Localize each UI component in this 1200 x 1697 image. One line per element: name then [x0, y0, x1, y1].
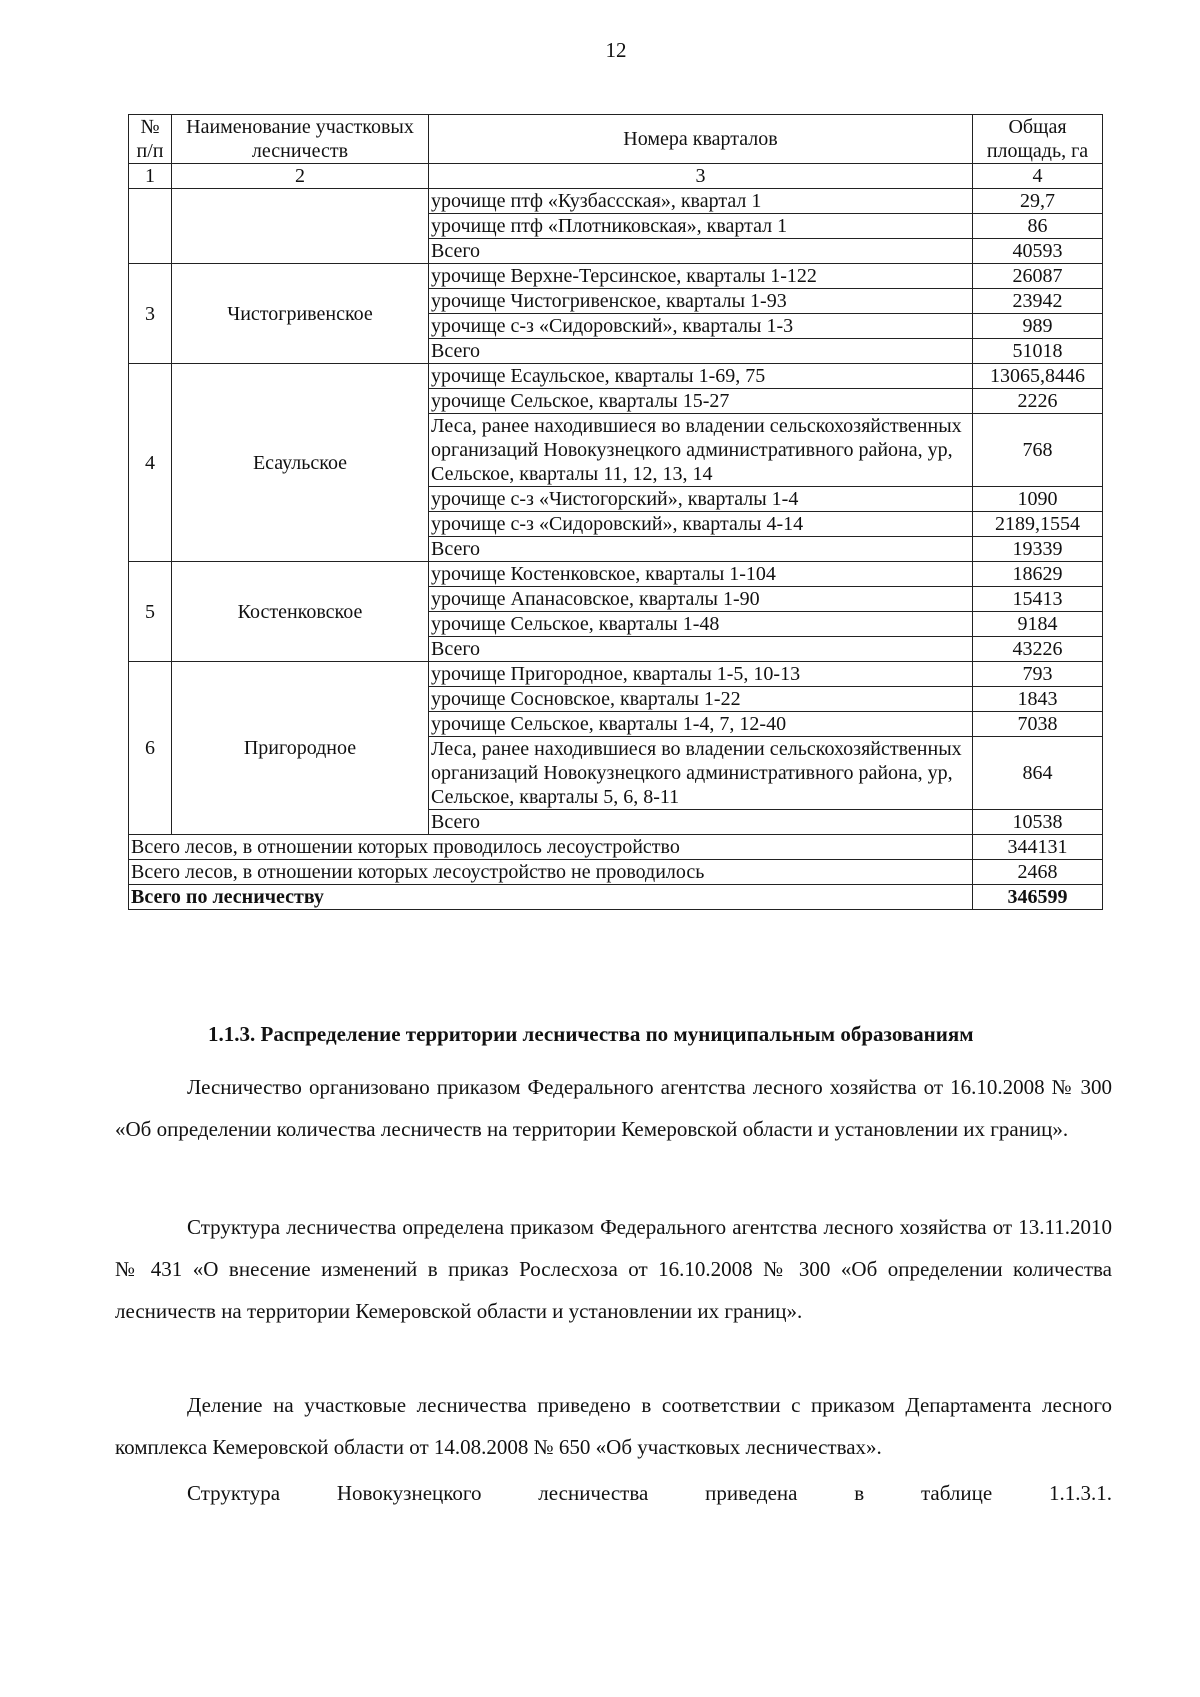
row-area: 40593 — [973, 239, 1103, 264]
total-label: Всего по лесничеству — [129, 885, 973, 910]
total-row — [129, 885, 1103, 910]
header-quarters: Номера кварталов — [429, 115, 973, 164]
section-heading: 1.1.3. Распределение территории лесничества по муниципальным образованиям — [208, 1022, 974, 1046]
row-description: урочище Пригородное, кварталы 1-5, 10-13 — [429, 662, 973, 687]
total-label: Всего лесов, в отношении которых проводилось лесоустройство — [129, 835, 973, 860]
total-value: 346599 — [973, 885, 1103, 910]
row-description: урочище Сосновское, кварталы 1-22 — [429, 687, 973, 712]
row-description: урочище Верхне-Терсинское, кварталы 1-122 — [429, 264, 973, 289]
group-name: Костенковское — [172, 562, 429, 662]
row-area: 86 — [973, 214, 1103, 239]
row-area: 768 — [973, 414, 1103, 487]
table-row — [129, 562, 1103, 587]
row-area: 51018 — [973, 339, 1103, 364]
table-body — [129, 189, 1103, 910]
header-num-line1: № — [140, 116, 160, 138]
row-area: 18629 — [973, 562, 1103, 587]
group-name: Пригородное — [172, 662, 429, 835]
total-row — [129, 835, 1103, 860]
header-name: Наименование участковых лесничеств — [172, 115, 429, 164]
row-area: 15413 — [973, 587, 1103, 612]
table-row — [129, 364, 1103, 389]
row-description: урочище Костенковское, кварталы 1-104 — [429, 562, 973, 587]
row-area: 1843 — [973, 687, 1103, 712]
row-description: Всего — [429, 537, 973, 562]
row-description: Всего — [429, 239, 973, 264]
row-description: Леса, ранее находившиеся во владении сельскохозяйственных организаций Новокузнецкого административного района, ур, Сельское, кварталы 5, 6, 8-11 — [429, 737, 973, 810]
header-num — [129, 115, 172, 164]
row-area: 793 — [973, 662, 1103, 687]
row-area: 43226 — [973, 637, 1103, 662]
row-description: урочище Чистогривенское, кварталы 1-93 — [429, 289, 973, 314]
row-description: Всего — [429, 637, 973, 662]
row-area: 989 — [973, 314, 1103, 339]
group-name: Есаульское — [172, 364, 429, 562]
row-description: Всего — [429, 339, 973, 364]
row-area: 23942 — [973, 289, 1103, 314]
row-area: 29,7 — [973, 189, 1103, 214]
row-description: Всего — [429, 810, 973, 835]
row-description: урочище с-з «Сидоровский», кварталы 4-14 — [429, 512, 973, 537]
row-description: урочище Есаульское, кварталы 1-69, 75 — [429, 364, 973, 389]
group-number: 3 — [129, 264, 172, 364]
column-number-row — [129, 164, 1103, 189]
group-number: 4 — [129, 364, 172, 562]
table-row — [129, 662, 1103, 687]
table-header — [129, 115, 1103, 189]
row-description: урочище птф «Кузбассская», квартал 1 — [429, 189, 973, 214]
row-description: урочище Сельское, кварталы 1-48 — [429, 612, 973, 637]
row-area: 7038 — [973, 712, 1103, 737]
paragraph: Структура лесничества определена приказом Федерального агентства лесного хозяйства от 13.11.2010 № 431 «О внесение изменений в приказ Рослесхоза от 16.10.2008 № 300 «Об определении количества лесничеств на территории Кемеровской области и установлении их границ». — [115, 1215, 1112, 1323]
row-description: Леса, ранее находившиеся во владении сельскохозяйственных организаций Новокузнецкого административного района, ур, Сельское, кварталы 11, 12, 13, 14 — [429, 414, 973, 487]
paragraph: Структура Новокузнецкого лесничества приведена в таблице 1.1.3.1. — [187, 1481, 1112, 1505]
row-area: 19339 — [973, 537, 1103, 562]
header-row — [129, 115, 1103, 164]
row-description: урочище птф «Плотниковская», квартал 1 — [429, 214, 973, 239]
table-row — [129, 189, 1103, 214]
col-number: 4 — [973, 164, 1103, 189]
col-number: 1 — [129, 164, 172, 189]
row-area: 13065,8446 — [973, 364, 1103, 389]
row-area: 10538 — [973, 810, 1103, 835]
page-number: 12 — [605, 38, 627, 62]
row-description: урочище Апанасовское, кварталы 1-90 — [429, 587, 973, 612]
table-row — [129, 264, 1103, 289]
header-area: Общая площадь, га — [973, 115, 1103, 164]
row-area: 26087 — [973, 264, 1103, 289]
row-area: 864 — [973, 737, 1103, 810]
row-description: урочище с-з «Чистогорский», кварталы 1-4 — [429, 487, 973, 512]
group-number: 5 — [129, 562, 172, 662]
row-area: 2226 — [973, 389, 1103, 414]
row-description: урочище Сельское, кварталы 1-4, 7, 12-40 — [429, 712, 973, 737]
header-num-line2: п/п — [136, 140, 164, 162]
col-number: 2 — [172, 164, 429, 189]
total-value: 2468 — [973, 860, 1103, 885]
group-name: Чистогривенское — [172, 264, 429, 364]
col-number: 3 — [429, 164, 973, 189]
row-area: 9184 — [973, 612, 1103, 637]
group-number — [129, 189, 172, 264]
row-description: урочище с-з «Сидоровский», кварталы 1-3 — [429, 314, 973, 339]
total-value: 344131 — [973, 835, 1103, 860]
total-label: Всего лесов, в отношении которых лесоустройство не проводилось — [129, 860, 973, 885]
group-name — [172, 189, 429, 264]
row-area: 1090 — [973, 487, 1103, 512]
row-description: урочище Сельское, кварталы 15-27 — [429, 389, 973, 414]
total-row — [129, 860, 1103, 885]
paragraph: Деление на участковые лесничества приведено в соответствии с приказом Департамента лесного комплекса Кемеровской области от 14.08.2008 № 650 «Об участковых лесничествах». — [115, 1393, 1112, 1459]
forestry-table — [128, 114, 1103, 910]
group-number: 6 — [129, 662, 172, 835]
paragraph: Лесничество организовано приказом Федерального агентства лесного хозяйства от 16.10.2008 № 300 «Об определении количества лесничеств на территории Кемеровской области и установлении их границ». — [115, 1075, 1112, 1141]
row-area: 2189,1554 — [973, 512, 1103, 537]
